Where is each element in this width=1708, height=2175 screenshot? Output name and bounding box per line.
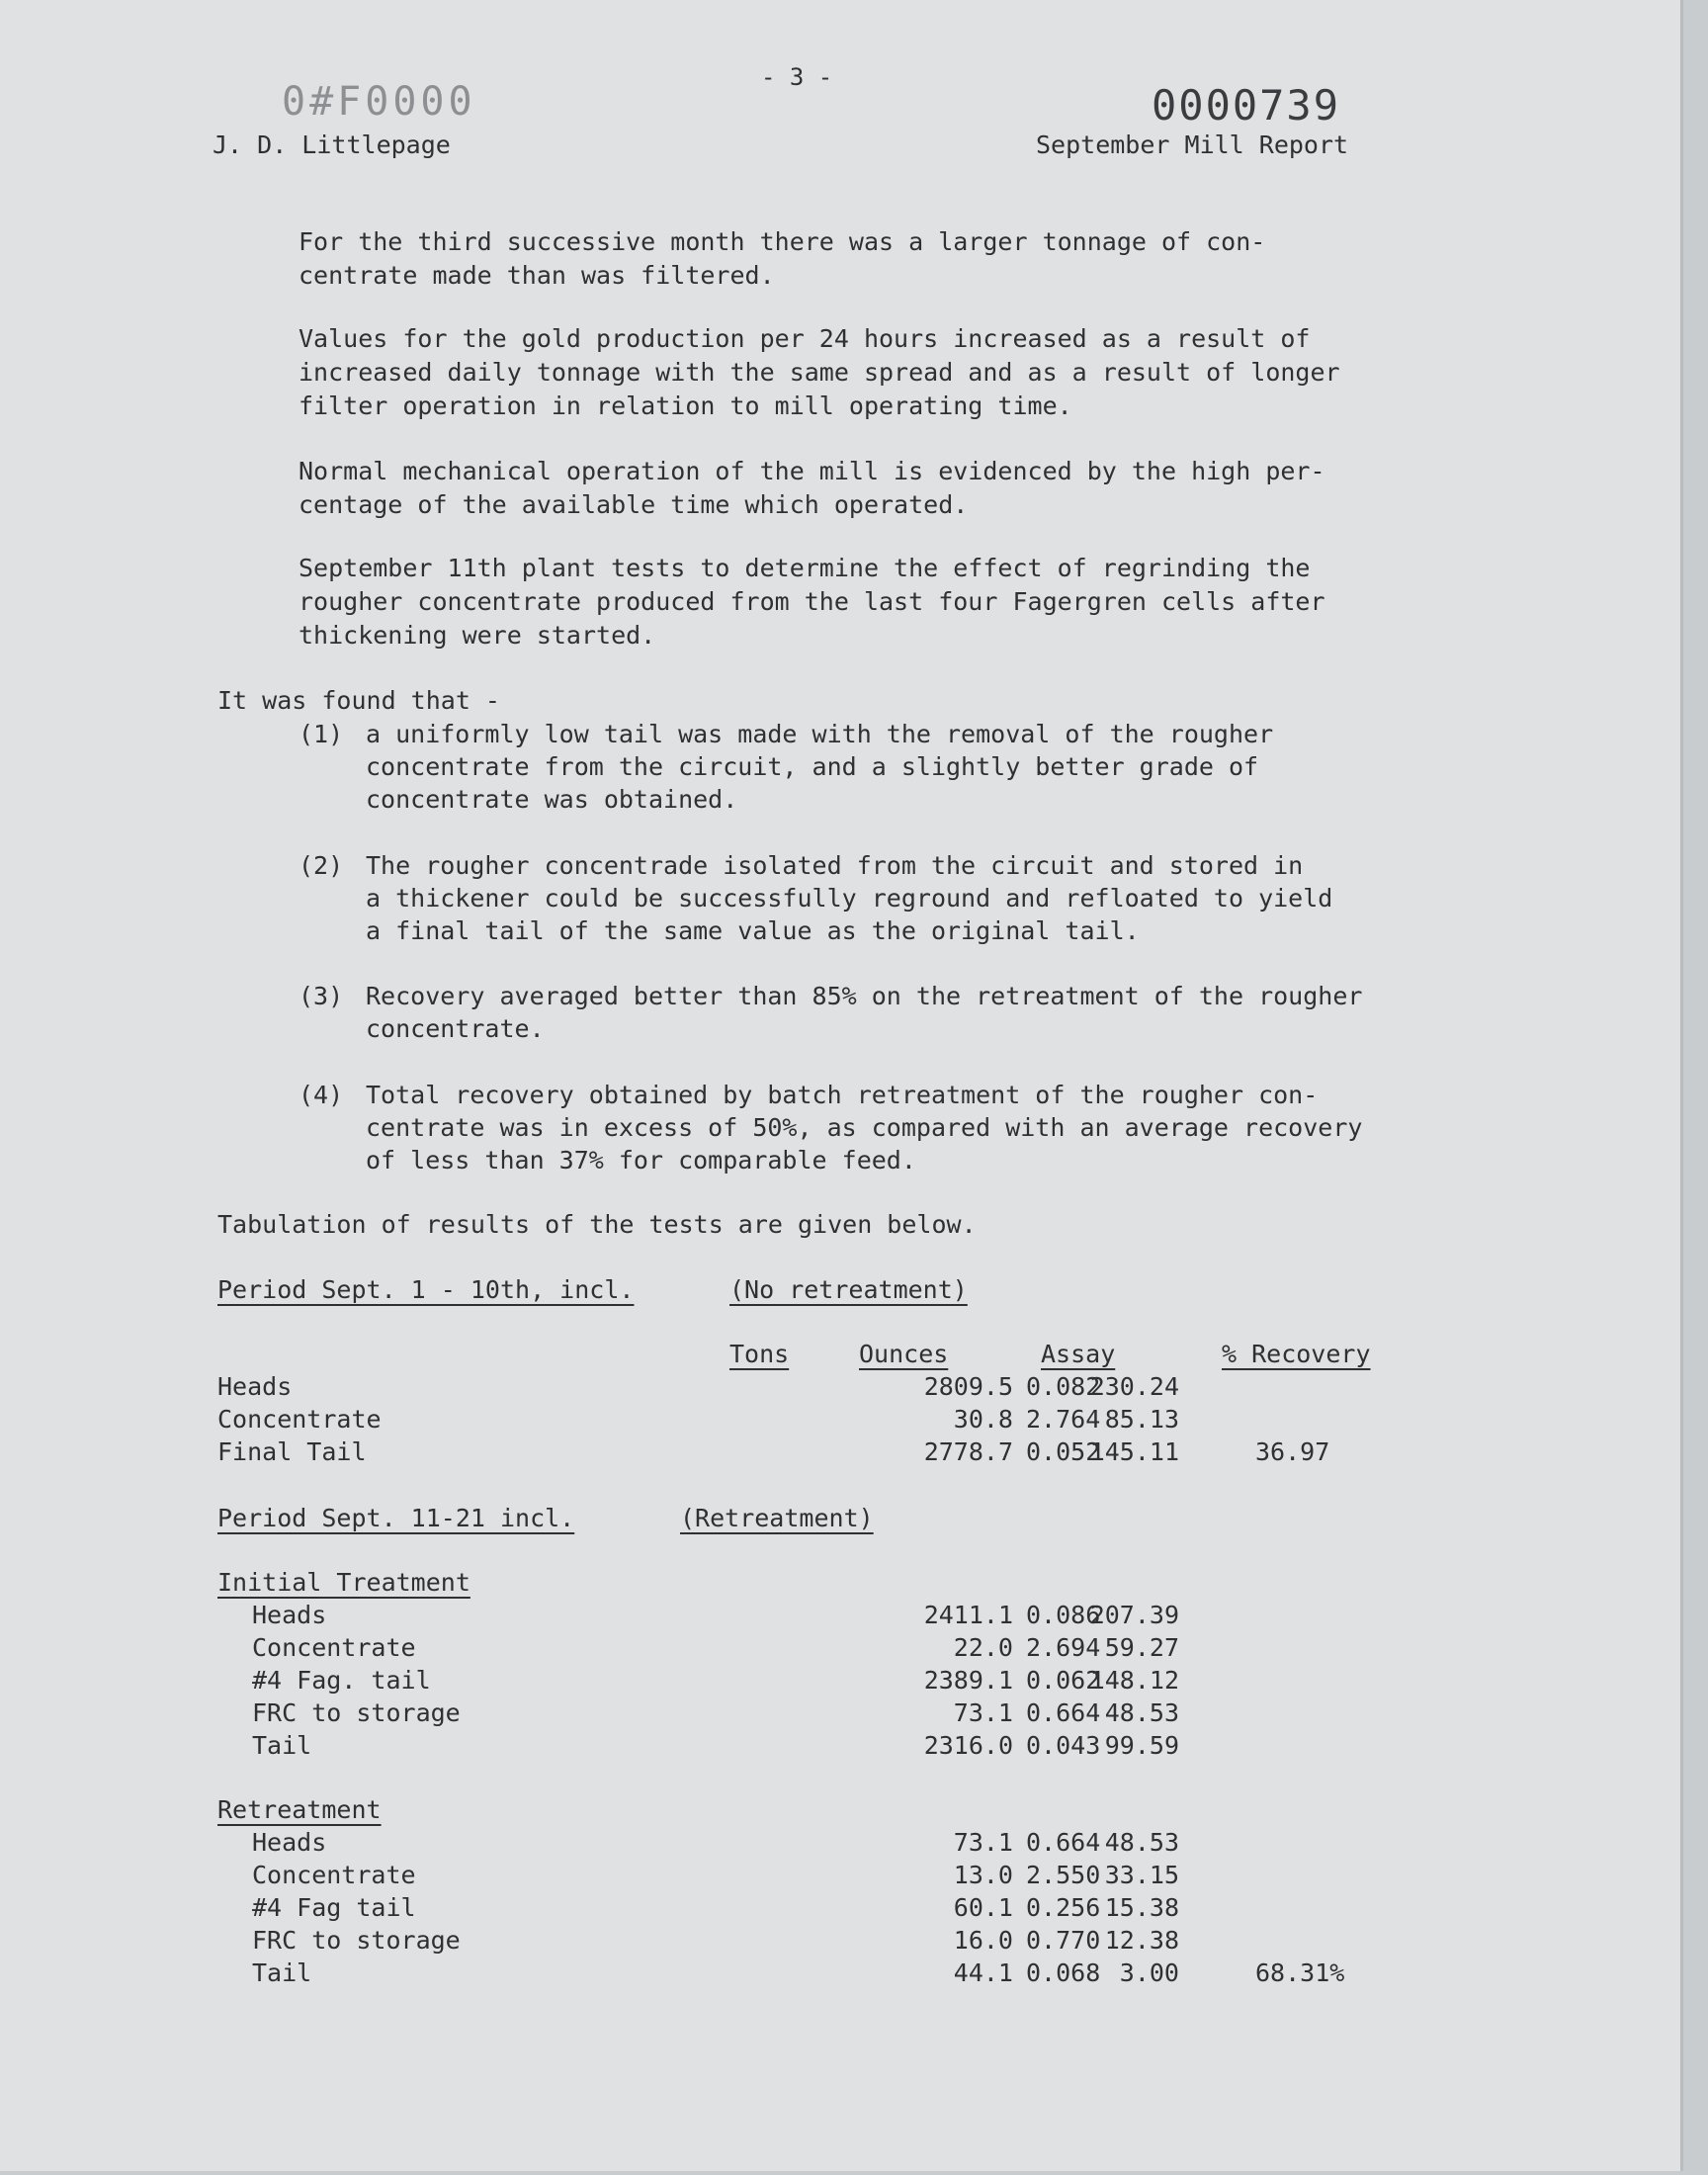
cell-assay: 0.052 [1026,1437,1101,1466]
table-row [217,1861,1404,1893]
row-label: Concentrate [252,1861,416,1889]
paragraph-line: thickening were started. [299,621,656,650]
row-label: FRC to storage [252,1926,461,1955]
paragraph-line: filter operation in relation to mill operating time. [299,392,1072,420]
table-row [217,1698,1404,1731]
cell-tons: 30.8 [953,1405,1013,1434]
cell-assay: 0.770 [1026,1926,1101,1955]
cell-ounces: 33.15 [1104,1861,1179,1889]
cell-ounces: 15.38 [1104,1893,1179,1922]
table-row [217,1437,1404,1470]
row-label: FRC to storage [252,1698,461,1727]
finding-line: a uniformly low tail was made with the removal of the rougher [366,720,1274,748]
cell-ounces: 207.39 [1089,1601,1179,1629]
row-label: #4 Fag. tail [252,1666,431,1695]
table-row [217,1828,1404,1861]
paragraph-line: Values for the gold production per 24 hours increased as a result of [299,324,1311,353]
cell-recovery: 36.97 [1255,1437,1330,1466]
paragraph-line: increased daily tonnage with the same spread and as a result of longer [299,358,1340,387]
cell-tons: 16.0 [953,1926,1013,1955]
header-addressee: J. D. Littlepage [213,130,451,159]
table-row [217,1893,1404,1926]
period-2-title: Period Sept. 11-21 incl. [217,1504,575,1532]
table-row [217,1926,1404,1958]
period-2-note: (Retreatment) [680,1504,874,1532]
cell-ounces: 48.53 [1104,1698,1179,1727]
row-label: Concentrate [217,1405,382,1434]
cell-assay: 0.068 [1026,1958,1101,1987]
initial-treatment-title: Initial Treatment [217,1568,470,1597]
paragraph-line: rougher concentrate produced from the last four Fagergren cells after [299,587,1325,616]
finding-line: concentrate. [366,1014,545,1043]
row-label: Heads [252,1601,327,1629]
paragraph-line: For the third successive month there was a larger tonnage of con- [299,227,1266,256]
finding-number: (4) [299,1081,344,1109]
cell-tons: 2809.5 [923,1372,1013,1401]
tabulation-intro: Tabulation of results of the tests are given below. [217,1210,977,1239]
row-label: Final Tail [217,1437,367,1466]
table-row [217,1601,1404,1633]
finding-line: Total recovery obtained by batch retreatment of the rougher con- [366,1081,1319,1109]
findings-intro: It was found that - [217,686,500,715]
cell-tons: 73.1 [953,1828,1013,1857]
row-label: #4 Fag tail [252,1893,416,1922]
cell-tons: 13.0 [953,1861,1013,1889]
cell-tons: 2411.1 [923,1601,1013,1629]
column-header-ounces: Ounces [859,1340,949,1368]
cell-ounces: 48.53 [1104,1828,1179,1857]
row-label: Tail [252,1958,312,1987]
cell-tons: 2316.0 [923,1731,1013,1760]
finding-number: (3) [299,982,344,1010]
cell-assay: 2.764 [1026,1405,1101,1434]
cell-ounces: 3.00 [1119,1958,1179,1987]
cell-tons: 2389.1 [923,1666,1013,1695]
cell-ounces: 148.12 [1089,1666,1179,1695]
table-row [217,1633,1404,1666]
table-row [217,1405,1404,1437]
row-label: Heads [252,1828,327,1857]
cell-ounces: 59.27 [1104,1633,1179,1662]
cell-assay: 2.550 [1026,1861,1101,1889]
cell-recovery: 68.31% [1255,1958,1345,1987]
cell-tons: 60.1 [953,1893,1013,1922]
cell-tons: 73.1 [953,1698,1013,1727]
row-label: Concentrate [252,1633,416,1662]
finding-line: Recovery averaged better than 85% on the retreatment of the rougher [366,982,1363,1010]
cell-assay: 0.664 [1026,1828,1101,1857]
finding-number: (2) [299,851,344,880]
paragraph-line: centage of the available time which operated. [299,490,969,519]
column-header-tons: Tons [729,1340,790,1368]
page-number: - 3 - [761,63,833,91]
paragraph-line: centrate made than was filtered. [299,261,775,290]
retreatment-title: Retreatment [217,1795,382,1824]
row-label: Tail [252,1731,312,1760]
row-label: Heads [217,1372,293,1401]
paragraph-4 [299,552,1485,652]
period-1-title: Period Sept. 1 - 10th, incl. [217,1275,635,1304]
paragraph-3 [299,455,1485,522]
column-header-assay: Assay [1041,1340,1116,1368]
cell-ounces: 99.59 [1104,1731,1179,1760]
finding-line: concentrate from the circuit, and a slightly better grade of [366,752,1259,781]
cell-tons: 44.1 [953,1958,1013,1987]
period-1-note: (No retreatment) [729,1275,968,1304]
table-row [217,1958,1404,1991]
finding-line: concentrate was obtained. [366,785,738,814]
table-row [217,1666,1404,1698]
cell-ounces: 12.38 [1104,1926,1179,1955]
finding-line: of less than 37% for comparable feed. [366,1146,916,1174]
table-row [217,1372,1404,1405]
cell-tons: 2778.7 [923,1437,1013,1466]
stamp-right: 0000739 [1152,81,1341,130]
column-header-recovery: % Recovery [1222,1340,1371,1368]
finding-line: The rougher concentrade isolated from the circuit and stored in [366,851,1304,880]
paragraph-line: Normal mechanical operation of the mill is evidenced by the high per- [299,457,1325,485]
paragraph-line: September 11th plant tests to determine the effect of regrinding the [299,554,1311,582]
paragraph-2 [299,322,1485,423]
cell-assay: 0.062 [1026,1666,1101,1695]
paragraph-1 [299,225,1485,293]
header-report-title: September Mill Report [1036,130,1349,159]
cell-assay: 0.256 [1026,1893,1101,1922]
cell-assay: 0.086 [1026,1601,1101,1629]
cell-ounces: 145.11 [1089,1437,1179,1466]
finding-line: centrate was in excess of 50%, as compared with an average recovery [366,1113,1363,1142]
cell-ounces: 230.24 [1089,1372,1179,1401]
cell-assay: 0.043 [1026,1731,1101,1760]
finding-line: a thickener could be successfully reground and refloated to yield [366,884,1333,913]
table-row [217,1731,1404,1764]
finding-number: (1) [299,720,344,748]
stamp-left: 0#F0000 [282,79,476,125]
cell-assay: 0.664 [1026,1698,1101,1727]
cell-tons: 22.0 [953,1633,1013,1662]
cell-ounces: 85.13 [1104,1405,1179,1434]
cell-assay: 2.694 [1026,1633,1101,1662]
finding-line: a final tail of the same value as the original tail. [366,916,1140,945]
cell-assay: 0.082 [1026,1372,1101,1401]
